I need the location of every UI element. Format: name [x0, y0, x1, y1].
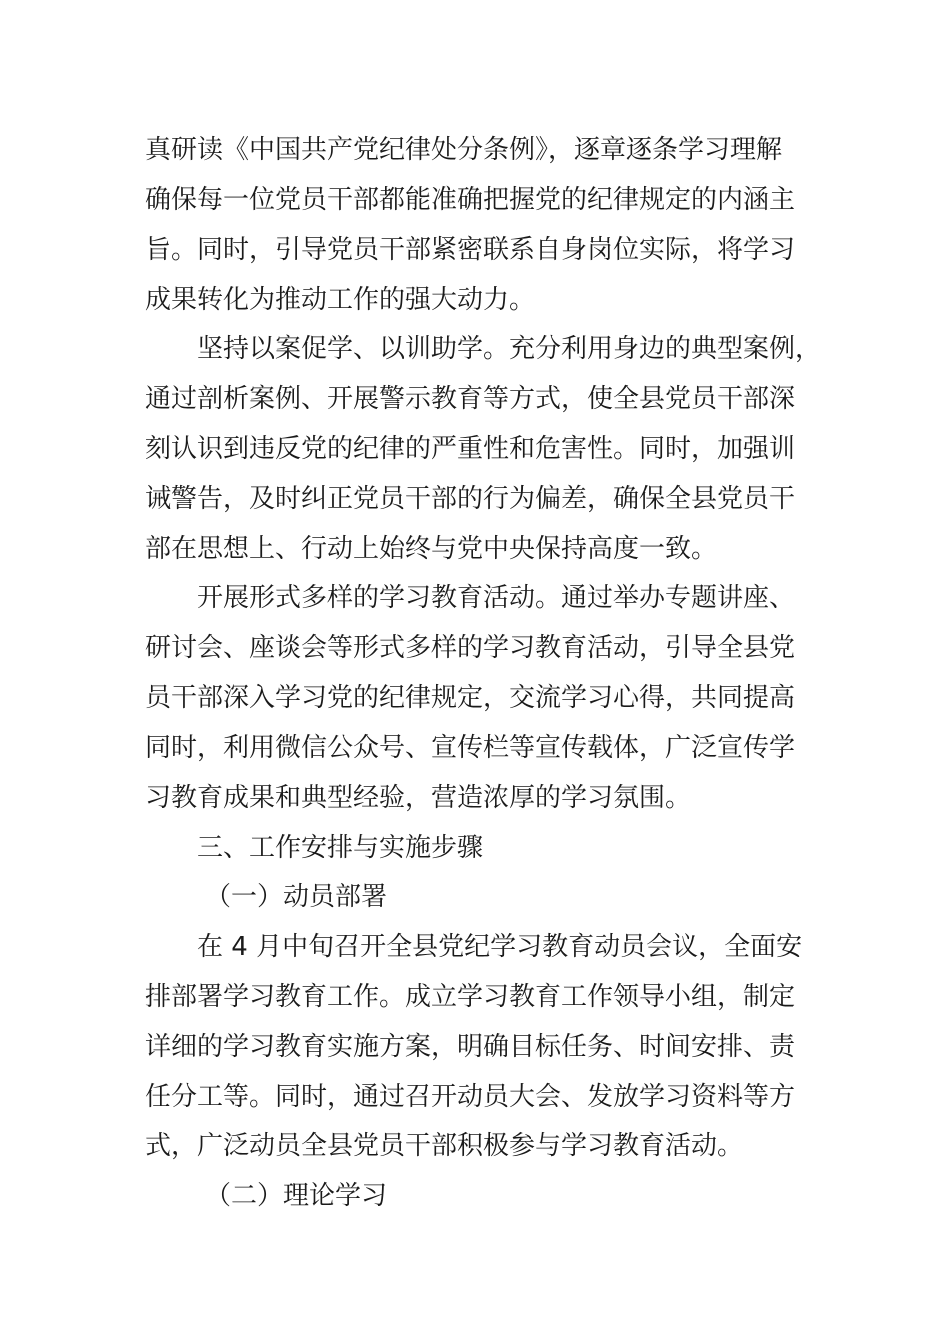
text-line: 研讨会、座谈会等形式多样的学习教育活动，引导全县党	[145, 633, 796, 663]
paragraph-first-line: 坚持以案促学、以训助学。充分利用身边的典型案例，	[197, 334, 822, 364]
text-line: 成果转化为推动工作的强大动力。	[145, 285, 536, 315]
text-line: 刻认识到违反党的纪律的严重性和危害性。同时，加强训	[145, 434, 796, 464]
section-heading: 三、工作安排与实施步骤	[197, 833, 484, 863]
text-line: 通过剖析案例、开展警示教育等方式，使全县党员干部深	[145, 384, 796, 414]
text-line: 员干部深入学习党的纪律规定，交流学习心得，共同提高	[145, 683, 796, 713]
subsection-heading: （二）理论学习	[205, 1181, 388, 1211]
text-line: 旨。同时，引导党员干部紧密联系自身岗位实际，将学习	[145, 235, 796, 265]
subsection-heading: （一）动员部署	[205, 882, 388, 912]
text-line: 排部署学习教育工作。成立学习教育工作领导小组，制定	[145, 982, 796, 1012]
text-line: 同时，利用微信公众号、宣传栏等宣传载体，广泛宣传学	[145, 733, 796, 763]
text-line: 确保每一位党员干部都能准确把握党的纪律规定的内涵主	[145, 185, 796, 215]
text-line: 式，广泛动员全县党员干部积极参与学习教育活动。	[145, 1131, 744, 1161]
text-line: 详细的学习教育实施方案，明确目标任务、时间安排、责	[145, 1032, 796, 1062]
text-line: 诫警告，及时纠正党员干部的行为偏差，确保全县党员干	[145, 484, 796, 514]
text-line: 任分工等。同时，通过召开动员大会、发放学习资料等方	[145, 1082, 796, 1112]
text-line: 习教育成果和典型经验，营造浓厚的学习氛围。	[145, 783, 692, 813]
text-line: 真研读《中国共产党纪律处分条例》，逐章逐条学习理解	[145, 135, 783, 165]
text-line: 部在思想上、行动上始终与党中央保持高度一致。	[145, 534, 718, 564]
paragraph-first-line: 开展形式多样的学习教育活动。通过举办专题讲座、	[197, 583, 796, 613]
paragraph-first-line: 在 4 月中旬召开全县党纪学习教育动员会议，全面安	[197, 932, 803, 962]
